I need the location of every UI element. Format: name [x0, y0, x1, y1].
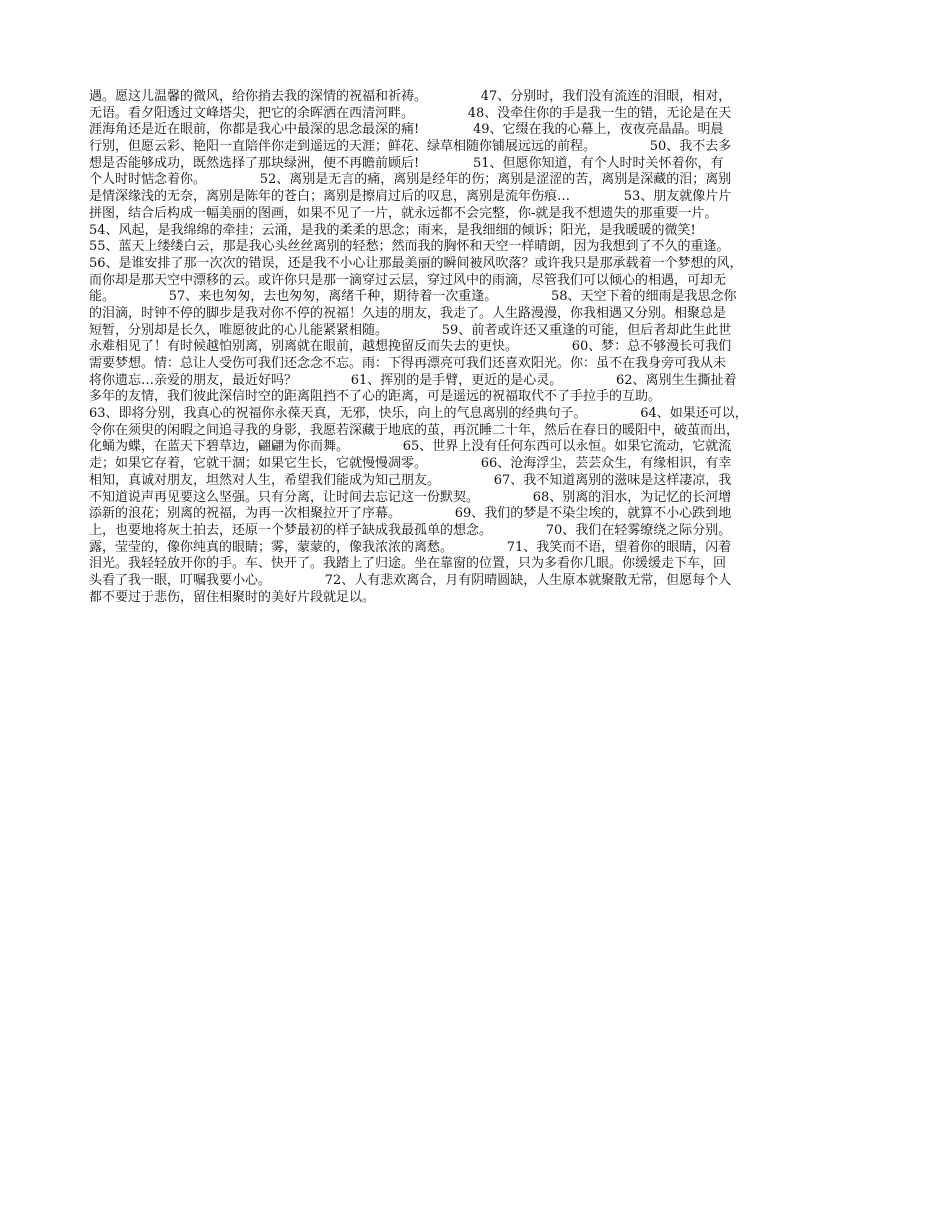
text-line: 能。 57、来也匆匆，去也匆匆，离绪千种，期待着一次重逢。 58、天空下着的细雨是我思念你 [89, 289, 737, 305]
text-line: 54、风起，是我绵绵的牵挂；云涌，是我的柔柔的思念；雨来，是我细细的倾诉；阳光，是我暖暖的微笑! [89, 222, 696, 238]
text-line: 而你却是那天空中漂移的云。或许你只是那一滴穿过云层，穿过风中的雨滴，尽管我们可以倾心的相遇，可却无 [89, 272, 727, 288]
text-line: 化蛹为蝶，在蓝天下碧草边，翩翩为你而舞。 65、世界上没有任何东西可以永恒。如果它流动，它就流 [89, 439, 732, 455]
text-line: 都不要过于悲伤，留住相聚时的美好片段就足以。 [89, 589, 376, 605]
text-line: 相知，真诚对朋友，坦然对人生，希望我们能成为知己朋友。 67、我不知道离别的滋味是这样凄凉，我 [89, 472, 732, 488]
text-line: 泪光。我轻轻放开你的手。车、快开了。我踏上了归途。坐在靠窗的位置，只为多看你几眼。你缓缓走下车，回 [89, 556, 727, 572]
text-line: 56、是谁安排了那一次次的错误，还是我不小心让那最美丽的瞬间被风吹落？或许我只是那承载着一个梦想的风， [89, 255, 743, 271]
text-line: 不知道说声再见要这么坚强。只有分离，让时间去忘记这一份默契。 68、别离的泪水，为记忆的长河增 [89, 489, 732, 505]
text-line: 拼图，结合后构成一幅美丽的图画，如果不见了一片，就永远都不会完整，你-就是我不想遗失的那重要一片。 [89, 205, 718, 221]
text-line: 上，也要地将灰土拍去，还原一个梦最初的样子缺成我最孤单的想念。 70、我们在轻雾缭绕之际分别。 [89, 522, 732, 538]
text-line: 行别，但愿云彩、艳阳一直陪伴你走到遥远的天涯；鲜花、绿草相随你铺展远远的前程。 50、我不去多 [89, 139, 732, 155]
text-line: 遇。愿这儿温馨的微风，给你捎去我的深情的祝福和祈祷。 47、分别时，我们没有流连的泪眼，相对， [89, 89, 732, 104]
text-line: 的泪滴，时钟不停的脚步是我对你不停的祝福！久违的朋友，我走了。人生路漫漫，你我相遇又分别。相聚总是 [89, 305, 727, 321]
text-line: 想是否能够成功，既然选择了那块绿洲，便不再瞻前顾后! 51、但愿你知道，有个人时时关怀着你，有 [89, 155, 724, 171]
text-line: 添新的浪花；别离的祝福，为再一次相聚拉开了序幕。 69、我们的梦是不染尘埃的，就算不小心跌到地 [89, 506, 732, 522]
text-line: 头看了我一眼，叮嘱我要小心。 72、人有悲欢离合，月有阴晴圆缺，人生原本就聚散无常，但愿每个人 [89, 572, 732, 588]
text-line: 露，莹莹的，像你纯真的眼睛；雾，蒙蒙的，像我浓浓的离愁。 71、我笑而不语，望着你的眼睛，闪着 [89, 539, 732, 555]
text-line: 无语。看夕阳透过文峰塔尖，把它的余晖洒在西清河畔。 48、没牵住你的手是我一生的错，无论是在天 [89, 105, 732, 121]
text-line: 将你遗忘…亲爱的朋友，最近好吗？ 61、挥别的是手臂，更近的是心灵。 62、离别生生撕扯着 [89, 372, 737, 388]
text-line: 多年的友情，我们彼此深信时空的距离阻挡不了心的距离，可是遥远的祝福取代不了手拉手的互助。 [89, 389, 662, 405]
text-line: 需要梦想。情：总让人受伤可我们还念念不忘。雨：下得再漂亮可我们还喜欢阳光。你：虽不在我身旁可我从未 [89, 356, 727, 371]
text-line: 个人时时惦念着你。 52、离别是无言的痛，离别是经年的伤；离别是涩涩的苦，离别是深藏的泪；离别 [89, 172, 732, 188]
text-line: 走；如果它存着，它就干涸；如果它生长，它就慢慢凋零。 66、沧海浮尘，芸芸众生，有缘相识，有幸 [89, 456, 732, 472]
text-line: 55、蓝天上缕缕白云，那是我心头丝丝离别的轻愁；然而我的胸怀和天空一样晴朗，因为我想到了不久的重逢。 [89, 239, 730, 255]
text-line: 短暂，分别却是长久，唯愿彼此的心儿能紧紧相随。 59、前者或许还又重逢的可能，但后者却此生此世 [89, 322, 732, 338]
text-line: 令你在须臾的闲暇之间追寻我的身影，我愿若深藏于地底的茧，再沉睡二十年，然后在春日的暖阳中，破茧而出， [89, 422, 740, 438]
document-page [89, 89, 864, 606]
text-line: 永难相见了！有时候越怕别离，别离就在眼前，越想挽留反而失去的更快。 60、梦：总不够漫长可我们 [89, 339, 732, 355]
text-line: 63、即将分别，我真心的祝福你永葆天真，无邪，快乐，向上的气息离别的经典句子。 64、如果还可以， [89, 406, 748, 422]
text-line: 涯海角还是近在眼前，你都是我心中最深的思念最深的痛! 49、它缀在我的心幕上，夜夜亮晶晶。明晨 [89, 122, 724, 138]
text-line: 是情深缘浅的无奈，离别是陈年的苍白；离别是擦肩过后的叹息，离别是流年伤痕… 53、朋友就像片片 [89, 189, 732, 205]
